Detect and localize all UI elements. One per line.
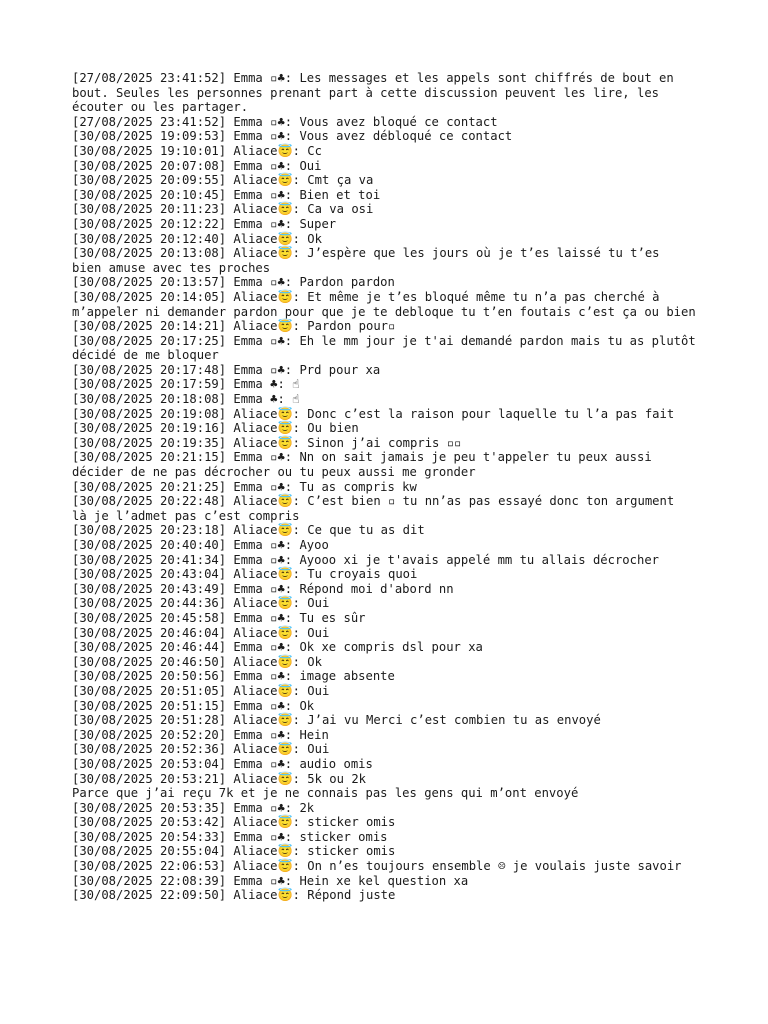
transcript-line: [30/08/2025 20:46:50] Aliace😇: Ok [72,654,322,669]
transcript-line: [30/08/2025 20:52:36] Aliace😇: Oui [72,742,330,757]
transcript-line: [30/08/2025 20:17:48] Emma ▫♣: Prd pour xa [72,362,381,377]
transcript-line: [30/08/2025 19:10:01] Aliace😇: Cc [72,143,322,158]
transcript-line: [30/08/2025 20:17:59] Emma ♣: ☝ [72,377,300,392]
transcript-line: [30/08/2025 20:11:23] Aliace😇: Ca va osi [72,202,374,217]
transcript-line: [27/08/2025 23:41:52] Emma ▫♣: Vous avez bloqué ce contact [72,114,498,129]
transcript-line: Parce que j’ai reçu 7k et je ne connais pas les gens qui m’ont envoyé [72,786,579,801]
transcript-line: [30/08/2025 20:51:05] Aliace😇: Oui [72,683,330,698]
transcript-line: [30/08/2025 20:21:15] Emma ▫♣: Nn on sait jamais je peu t'appeler tu peux aussi décider de ne pas décrocher ou tu peux aussi me gronder [72,450,660,480]
transcript-line: [30/08/2025 20:10:45] Emma ▫♣: Bien et toi [72,187,381,202]
transcript-line: [30/08/2025 20:19:35] Aliace😇: Sinon j’ai compris ▫▫ [72,435,462,450]
transcript-line: [30/08/2025 22:09:50] Aliace😇: Répond juste [72,888,396,903]
transcript-line: [30/08/2025 20:55:04] Aliace😇: sticker omis [72,844,396,859]
transcript-line: [30/08/2025 20:41:34] Emma ▫♣: Ayooo xi je t'avais appelé mm tu allais décrocher [72,552,659,567]
transcript-line: [30/08/2025 20:52:20] Emma ▫♣: Hein [72,727,329,742]
transcript-line: [30/08/2025 20:13:08] Aliace😇: J’espère que les jours où je t’es laissé tu t’es bien amuse avec tes proches [72,246,667,275]
transcript-line: [30/08/2025 20:43:49] Emma ▫♣: Répond moi d'abord nn [72,581,454,596]
transcript-line: [30/08/2025 20:19:16] Aliace😇: Ou bien [72,421,359,436]
transcript-line: [30/08/2025 20:53:35] Emma ▫♣: 2k [72,800,315,815]
transcript-line: [30/08/2025 20:21:25] Emma ▫♣: Tu as compris kw [72,479,417,494]
transcript-line: [30/08/2025 20:07:08] Emma ▫♣: Oui [72,158,322,173]
transcript-line: [30/08/2025 22:06:53] Aliace😇: On n’es toujours ensemble ☹ je voulais juste savoir [72,859,682,874]
transcript-line: [30/08/2025 20:43:04] Aliace😇: Tu croyais quoi [72,567,418,582]
transcript-line: [30/08/2025 20:12:40] Aliace😇: Ok [72,231,322,246]
transcript-line: [30/08/2025 20:18:08] Emma ♣: ☝ [72,392,300,407]
transcript-line: [30/08/2025 20:40:40] Emma ▫♣: Ayoo [72,538,329,552]
transcript-line: [30/08/2025 20:54:33] Emma ▫♣: sticker omis [72,829,388,844]
transcript-line: [30/08/2025 20:23:18] Aliace😇: Ce que tu as dit [72,523,425,538]
transcript-line: [30/08/2025 20:13:57] Emma ▫♣: Pardon pardon [72,275,395,290]
transcript-line: [30/08/2025 20:46:04] Aliace😇: Oui [72,625,330,640]
transcript-line: [30/08/2025 20:46:44] Emma ▫♣: Ok xe compris dsl pour xa [72,640,483,655]
chat-transcript [72,71,704,903]
transcript-line: [30/08/2025 20:53:04] Emma ▫♣: audio omis [72,756,373,771]
transcript-line: [30/08/2025 20:22:48] Aliace😇: C’est bien ▫ tu nn’as pas essayé donc ton argument là je l’admet pas c’est compris [72,494,682,523]
transcript-line: [30/08/2025 20:19:08] Aliace😇: Donc c’est la raison pour laquelle tu l’a pas fait [72,406,675,421]
transcript-line: [30/08/2025 20:44:36] Aliace😇: Oui [72,596,330,611]
transcript-line: [30/08/2025 20:09:55] Aliace😇: Cmt ça va [72,173,374,188]
transcript-line: [30/08/2025 20:12:22] Emma ▫♣: Super [72,216,337,231]
transcript-line: [30/08/2025 19:09:53] Emma ▫♣: Vous avez débloqué ce contact [72,129,513,144]
transcript-line: [27/08/2025 23:41:52] Emma ▫♣: Les messages et les appels sont chiffrés de bout en bout. Seules les personnes prenant part à cette discussion peuvent les lire, les écouter ou les partager. [72,71,682,115]
transcript-line: [30/08/2025 20:17:25] Emma ▫♣: Eh le mm jour je t'ai demandé pardon mais tu as plutôt décidé de me bloquer [72,333,704,363]
transcript-line: [30/08/2025 20:50:56] Emma ▫♣: image absente [72,669,395,684]
transcript-line: [30/08/2025 22:08:39] Emma ▫♣: Hein xe kel question xa [72,873,469,888]
transcript-line: [30/08/2025 20:14:21] Aliace😇: Pardon pour▫ [72,319,396,334]
transcript-line: [30/08/2025 20:45:58] Emma ▫♣: Tu es sûr [72,610,366,625]
transcript-line: [30/08/2025 20:53:21] Aliace😇: 5k ou 2k [72,771,366,786]
transcript-line: [30/08/2025 20:51:15] Emma ▫♣: Ok [72,698,315,713]
transcript-line: [30/08/2025 20:53:42] Aliace😇: sticker omis [72,815,396,830]
transcript-line: [30/08/2025 20:51:28] Aliace😇: J’ai vu Merci c’est combien tu as envoyé [72,713,601,728]
transcript-line: [30/08/2025 20:14:05] Aliace😇: Et même je t’es bloqué même tu n’a pas cherché à m’appeler ni demander pardon pour que je te debloque tu t’en foutais c’est ça ou bien [72,289,696,319]
